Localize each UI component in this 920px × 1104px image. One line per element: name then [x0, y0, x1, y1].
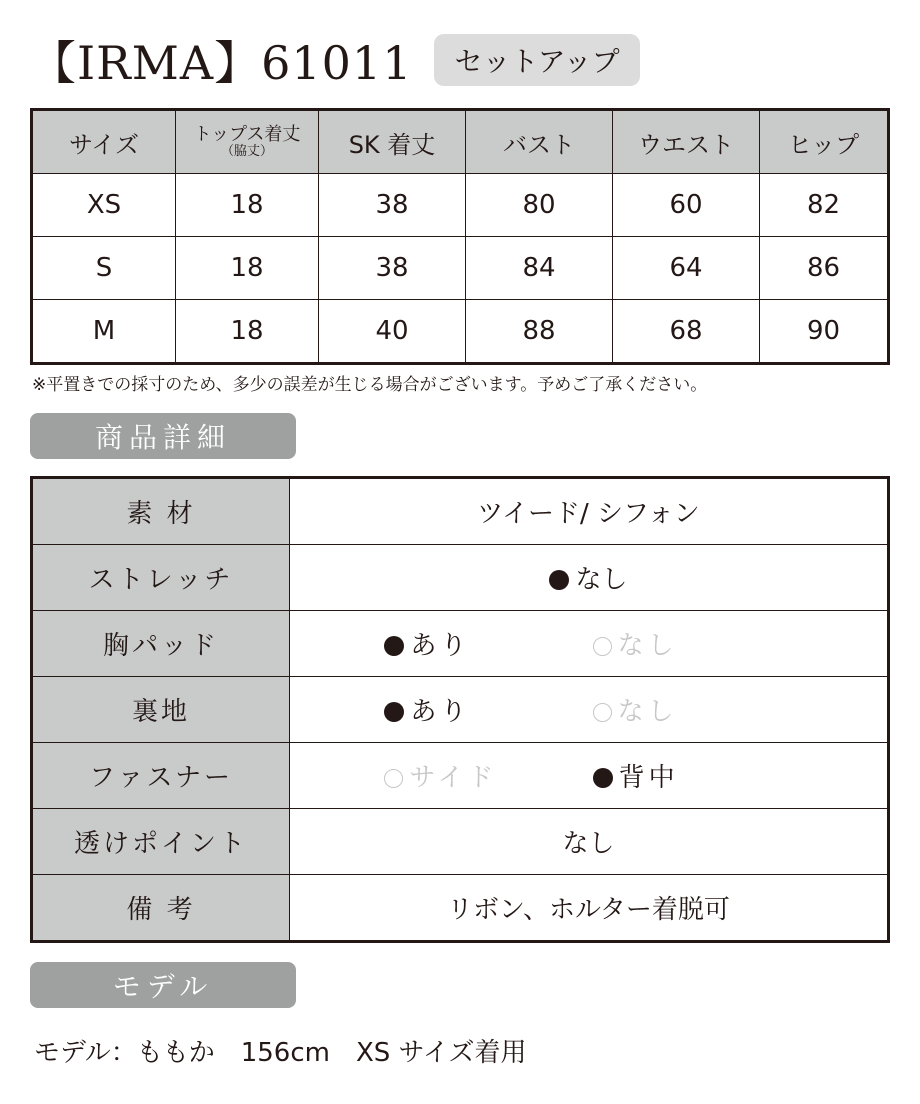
option-unselected: [593, 691, 793, 728]
table-cell: 60: [613, 174, 760, 237]
detail-row-remarks: [32, 875, 889, 942]
header-sk-length: SK 着丈: [319, 110, 466, 174]
table-cell: 38: [319, 174, 466, 237]
size-table-header-row: [32, 110, 889, 174]
option-label: あり: [410, 697, 471, 727]
filled-circle-icon: [549, 570, 569, 590]
size-table: [30, 108, 890, 365]
header-size: サイズ: [32, 110, 176, 174]
table-cell: 68: [613, 300, 760, 364]
section-label-details: 商品詳細: [30, 413, 296, 459]
size-cell: M: [32, 300, 176, 364]
detail-key: 素 材: [32, 478, 290, 545]
section-label-model: モデル: [30, 962, 296, 1008]
table-cell: 88: [466, 300, 613, 364]
model-info: モデル：ももか 156cm XS サイズ着用: [34, 1038, 527, 1068]
detail-key: 備 考: [32, 875, 290, 942]
detail-key: 胸パッド: [32, 611, 290, 677]
detail-key: ストレッチ: [32, 545, 290, 611]
table-cell: 38: [319, 237, 466, 300]
table-cell: 18: [176, 300, 319, 364]
option-selected: [593, 757, 793, 794]
option-label: サイド: [409, 763, 498, 793]
header-bust: バスト: [466, 110, 613, 174]
detail-row-sheer: [32, 809, 889, 875]
size-cell: XS: [32, 174, 176, 237]
detail-row-lining: [32, 677, 889, 743]
table-cell: 84: [466, 237, 613, 300]
detail-value: [290, 677, 889, 743]
table-cell: 64: [613, 237, 760, 300]
detail-row-fastener: [32, 743, 889, 809]
detail-row-material: [32, 478, 889, 545]
header-hip: ヒップ: [760, 110, 889, 174]
title-row: [30, 28, 640, 92]
option-unselected: [384, 757, 584, 794]
table-row: [32, 174, 889, 237]
option-selected: [384, 691, 584, 728]
detail-value: なし: [290, 809, 889, 875]
table-cell: 18: [176, 174, 319, 237]
detail-row-pad: [32, 611, 889, 677]
page-title: 【IRMA】61011: [30, 36, 413, 90]
detail-key: 透けポイント: [32, 809, 290, 875]
table-cell: 80: [466, 174, 613, 237]
category-badge: セットアップ: [434, 34, 639, 86]
table-cell: 40: [319, 300, 466, 364]
header-tops-length-sub: （脇丈）: [220, 144, 273, 159]
option-unselected: [593, 625, 793, 662]
table-cell: 86: [760, 237, 889, 300]
option-label: あり: [410, 631, 471, 661]
detail-key: ファスナー: [32, 743, 290, 809]
option-label: なし: [617, 631, 678, 661]
detail-row-stretch: [32, 545, 889, 611]
option-label: なし: [617, 697, 678, 727]
empty-circle-icon: [384, 769, 403, 788]
table-cell: 82: [760, 174, 889, 237]
table-cell: 90: [760, 300, 889, 364]
option-selected: なし: [575, 565, 628, 595]
filled-circle-icon: [384, 636, 404, 656]
empty-circle-icon: [593, 703, 612, 722]
header-tops-length-label: トップス着丈: [193, 124, 301, 145]
detail-value: ツイード/ シフォン: [290, 478, 889, 545]
header-tops-length: [176, 110, 319, 174]
detail-key: 裏地: [32, 677, 290, 743]
filled-circle-icon: [593, 768, 613, 788]
empty-circle-icon: [593, 637, 612, 656]
detail-value: リボン、ホルター着脱可: [290, 875, 889, 942]
header-waist: ウエスト: [613, 110, 760, 174]
measurement-note: ※平置きでの採寸のため、多少の誤差が生じる場合がございます。予めご了承ください。: [32, 375, 708, 395]
details-table: [30, 476, 890, 943]
size-cell: S: [32, 237, 176, 300]
detail-value: [290, 611, 889, 677]
filled-circle-icon: [384, 702, 404, 722]
detail-value: [290, 545, 889, 611]
table-cell: 18: [176, 237, 319, 300]
option-label: 背中: [618, 763, 679, 793]
detail-value: [290, 743, 889, 809]
option-selected: [384, 625, 584, 662]
table-row: [32, 300, 889, 364]
table-row: [32, 237, 889, 300]
